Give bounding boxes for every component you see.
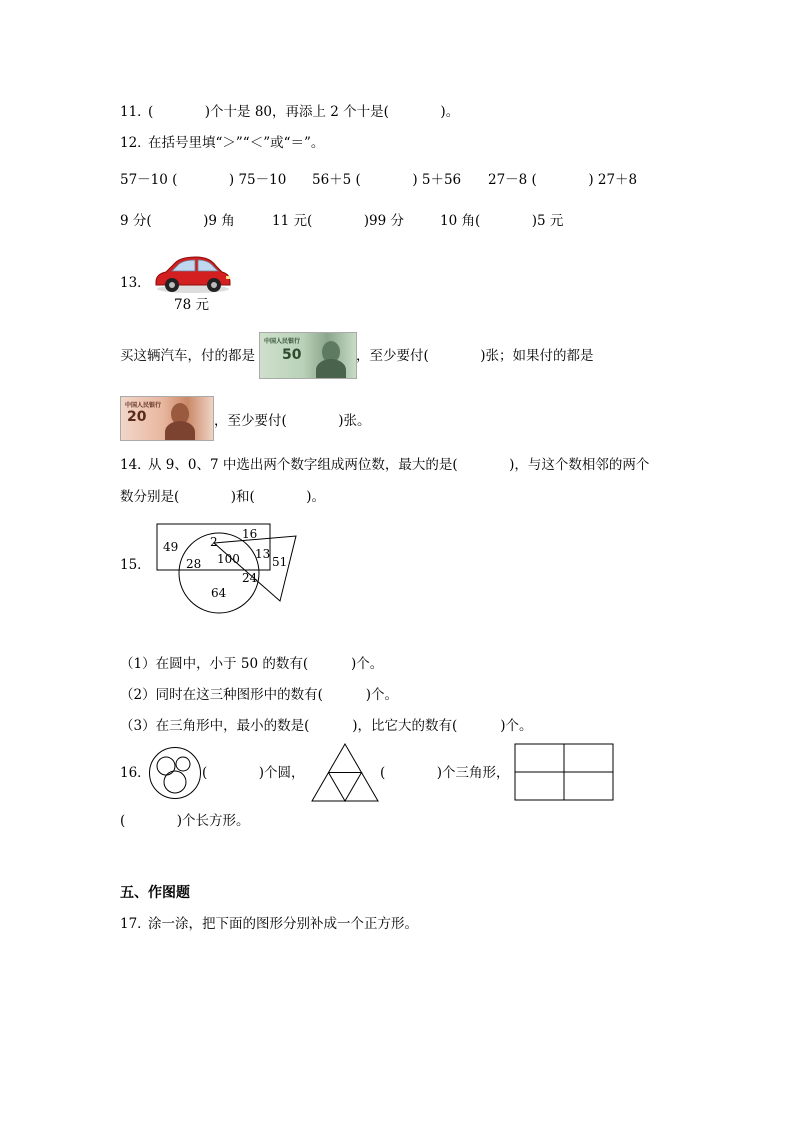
- q14-number: 14．: [120, 457, 151, 473]
- q17-number: 17．: [120, 916, 151, 932]
- section-title: 五、作图题: [120, 885, 190, 901]
- q11-number: 11．: [120, 104, 151, 120]
- q15-sub1: （1）在圆中，小于 50 的数有( )个。: [120, 656, 384, 672]
- twenty-yuan-note-image: [120, 396, 214, 441]
- q16-circles-answer: ( )个圆，: [202, 765, 305, 781]
- venn-number: 49: [163, 540, 179, 554]
- venn-diagram: [150, 518, 310, 618]
- venn-number: 16: [242, 527, 258, 541]
- q12-compare-3: 27－8 ( ) 27＋8: [488, 172, 638, 188]
- q13-line2: ，至少要付( )张。: [214, 413, 371, 429]
- q16-triangles-answer: ( )个三角形，: [380, 765, 510, 781]
- venn-number: 28: [186, 557, 202, 571]
- car-icon: [152, 254, 234, 296]
- venn-number: 100: [217, 552, 240, 566]
- q15-sub3: （3）在三角形中，最小的数是( )，比它大的数有( )个。: [120, 718, 533, 734]
- q13-line1-end: ，至少要付( )张；如果付的都是: [356, 348, 594, 364]
- q15-number: 15．: [120, 557, 151, 573]
- venn-number: 24: [242, 571, 258, 585]
- q13-line1-start: 买这辆汽车，付的都是: [120, 348, 255, 364]
- q11-text: ( )个十是 80，再添上 2 个十是( )。: [148, 104, 460, 120]
- q16-rectangles-answer: ( )个长方形。: [120, 813, 250, 829]
- note50-bank: 中国人民银行: [264, 338, 301, 345]
- portrait-shoulders-icon: [316, 359, 346, 379]
- note20-denomination: 20: [127, 409, 147, 425]
- venn-number: 64: [211, 586, 227, 600]
- portrait-shoulders-icon: [165, 421, 195, 441]
- venn-number: 2: [210, 535, 218, 549]
- q16-number: 16．: [120, 765, 151, 781]
- q12-text: 在括号里填“＞”“＜”或“＝”。: [148, 135, 325, 151]
- venn-number: 13: [255, 547, 271, 561]
- q17-text: 涂一涂，把下面的图形分别补成一个正方形。: [148, 916, 418, 932]
- q12-compare-6: 10 角( )5 元: [440, 213, 564, 229]
- q13-number: 13．: [120, 275, 151, 291]
- q14-line1: 从 9、0、7 中选出两个数字组成两位数，最大的是( )，与这个数相邻的两个: [148, 457, 650, 473]
- rectangles-figure: [514, 743, 614, 801]
- q12-compare-2: 56＋5 ( ) 5＋56: [312, 172, 462, 188]
- note50-denomination: 50: [282, 347, 302, 363]
- car-price: 78 元: [174, 297, 209, 313]
- fifty-yuan-note-image: [259, 332, 357, 379]
- venn-number: 51: [272, 555, 288, 569]
- q14-line2: 数分别是( )和( )。: [120, 489, 326, 505]
- q12-compare-4: 9 分( )9 角: [120, 213, 235, 229]
- circles-figure: [148, 746, 202, 800]
- q15-sub2: （2）同时在这三种图形中的数有( )个。: [120, 687, 399, 703]
- triangles-figure: [310, 742, 380, 804]
- note20-bank: 中国人民银行: [125, 402, 162, 409]
- q12-number: 12．: [120, 135, 151, 151]
- q12-compare-5: 11 元( )99 分: [272, 213, 404, 229]
- q12-compare-1: 57－10 ( ) 75－10: [120, 172, 287, 188]
